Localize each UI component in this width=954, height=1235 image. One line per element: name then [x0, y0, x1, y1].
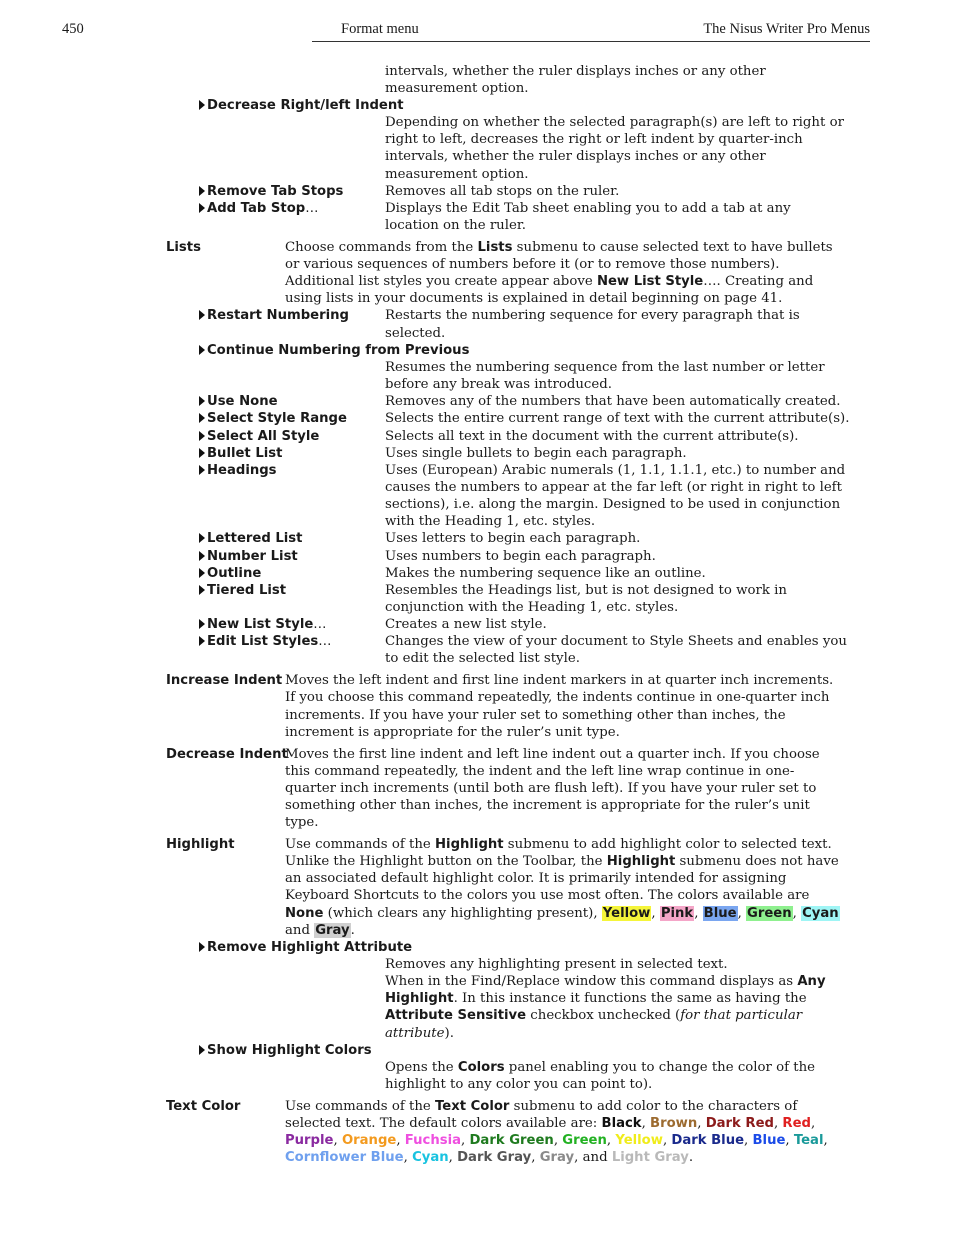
highlight-swatch-green: Green — [747, 906, 792, 921]
right-triangle-icon — [199, 345, 205, 355]
right-triangle-icon — [199, 585, 205, 595]
desc-line: Moves the left indent and first line indent markers in at quarter inch increments. — [285, 673, 834, 688]
book-title: The Nisus Writer Pro Menus — [703, 21, 870, 37]
desc-line: right to left, decreases the right or left indent by quarter-inch — [385, 132, 803, 147]
text-color-cornflower-blue: Cornflower Blue — [285, 1150, 404, 1165]
desc-line: intervals, whether the ruler displays inches or any other — [385, 149, 766, 164]
right-triangle-icon — [199, 942, 205, 952]
desc-line: and Gray. — [285, 923, 355, 938]
right-triangle-icon — [199, 636, 205, 646]
highlight-swatch-cyan: Cyan — [802, 906, 839, 921]
right-triangle-icon — [199, 431, 205, 441]
section-title: Format menu — [341, 21, 419, 37]
desc-line: Creates a new list style. — [385, 617, 547, 632]
desc-line: Depending on whether the selected paragraph(s) are left to right or — [385, 115, 844, 130]
menu-item-text-color: Text Color — [166, 1099, 241, 1114]
text-colors-line: Cornflower Blue, Cyan, Dark Gray, Gray, and Light Gray. — [285, 1150, 694, 1165]
right-triangle-icon — [199, 186, 205, 196]
desc-line: Resembles the Headings list, but is not designed to work in — [385, 583, 787, 598]
submenu-item-edit-list-styles: Edit List Styles… — [199, 633, 331, 650]
submenu-item-headings: Headings — [199, 462, 277, 479]
text-color-fuchsia: Fuchsia — [404, 1133, 462, 1148]
right-triangle-icon — [199, 203, 205, 213]
submenu-item-show-highlight-colors: Show Highlight Colors — [199, 1042, 372, 1059]
desc-line: Uses single bullets to begin each paragraph. — [385, 446, 687, 461]
desc-line: Makes the numbering sequence like an outline. — [385, 566, 706, 581]
desc-line: measurement option. — [385, 81, 529, 96]
text-color-black: Black — [601, 1116, 642, 1131]
submenu-item-remove-tab-stops: Remove Tab Stops — [199, 183, 343, 200]
running-header — [0, 19, 954, 43]
submenu-item-restart-numbering: Restart Numbering — [199, 307, 349, 324]
desc-line: increments. If you have your ruler set to something other than inches, the — [285, 708, 786, 723]
desc-line: Uses letters to begin each paragraph. — [385, 531, 641, 546]
highlight-swatch-pink: Pink — [660, 906, 694, 921]
desc-line: Selects the entire current range of text with the current attribute(s). — [385, 411, 850, 426]
desc-line: before any break was introduced. — [385, 377, 612, 392]
submenu-item-new-list-style: New List Style… — [199, 616, 326, 633]
desc-line: Resumes the numbering sequence from the last number or letter — [385, 360, 825, 375]
desc-line: increment is appropriate for the ruler’s unit type. — [285, 725, 620, 740]
desc-line: Uses numbers to begin each paragraph. — [385, 549, 656, 564]
right-triangle-icon — [199, 551, 205, 561]
text-color-cyan: Cyan — [412, 1150, 449, 1165]
desc-line: attribute). — [385, 1026, 454, 1041]
submenu-item-select-all-style: Select All Style — [199, 428, 319, 445]
desc-line: Unlike the Highlight button on the Toolbar, the Highlight submenu does not have — [285, 854, 839, 869]
menu-item-highlight: Highlight — [166, 837, 235, 852]
menu-item-lists: Lists — [166, 240, 201, 255]
text-colors-line: selected text. The default colors available are: Black, Brown, Dark Red, Red, — [285, 1116, 816, 1131]
submenu-item-remove-highlight-attribute: Remove Highlight Attribute — [199, 939, 412, 956]
right-triangle-icon — [199, 619, 205, 629]
desc-line: Use commands of the Highlight submenu to add highlight color to selected text. — [285, 837, 832, 852]
text-color-dark-blue: Dark Blue — [671, 1133, 745, 1148]
desc-line: location on the ruler. — [385, 218, 526, 233]
menu-item-increase-indent: Increase Indent — [166, 673, 283, 688]
desc-line: intervals, whether the ruler displays inches or any other — [385, 64, 766, 79]
text-color-orange: Orange — [341, 1133, 397, 1148]
text-colors-line: Purple, Orange, Fuchsia, Dark Green, Green, Yellow, Dark Blue, Blue, Teal, — [285, 1133, 828, 1148]
right-triangle-icon — [199, 396, 205, 406]
desc-line: When in the Find/Replace window this command displays as Any — [385, 974, 826, 989]
desc-line: If you choose this command repeatedly, the indents continue in one-quarter inch — [285, 690, 830, 705]
submenu-item-use-none: Use None — [199, 393, 278, 410]
submenu-item-lettered-list: Lettered List — [199, 530, 302, 547]
desc-line: Removes all tab stops on the ruler. — [385, 184, 620, 199]
right-triangle-icon — [199, 533, 205, 543]
desc-line: Selects all text in the document with the current attribute(s). — [385, 429, 799, 444]
desc-line: Opens the Colors panel enabling you to change the color of the — [385, 1060, 816, 1075]
desc-line: Highlight. In this instance it functions the same as having the — [385, 991, 807, 1006]
desc-line: Moves the first line indent and left line indent out a quarter inch. If you choose — [285, 747, 820, 762]
right-triangle-icon — [199, 1045, 205, 1055]
submenu-item-continue-numbering: Continue Numbering from Previous — [199, 342, 469, 359]
text-color-purple: Purple — [285, 1133, 334, 1148]
submenu-item-tiered-list: Tiered List — [199, 582, 286, 599]
desc-line: causes the numbers to appear at the far left (or right in right to left — [385, 480, 842, 495]
submenu-item-decrease-right-left-indent: Decrease Right/left Indent — [199, 97, 404, 114]
desc-line: an associated default highlight color. It is primarily intended for assigning — [285, 871, 787, 886]
desc-line: Keyboard Shortcuts to the colors you use most often. The colors available are — [285, 888, 810, 903]
desc-line: with the Heading 1, etc. styles. — [385, 514, 596, 529]
desc-line: to edit the selected list style. — [385, 651, 580, 666]
desc-line: Uses (European) Arabic numerals (1, 1.1, 1.1.1, etc.) to number and — [385, 463, 846, 478]
text-color-yellow: Yellow — [615, 1133, 663, 1148]
right-triangle-icon — [199, 310, 205, 320]
text-color-red: Red — [782, 1116, 811, 1131]
desc-line: selected. — [385, 326, 446, 341]
desc-line: type. — [285, 815, 319, 830]
submenu-item-bullet-list: Bullet List — [199, 445, 282, 462]
text-color-green: Green — [562, 1133, 607, 1148]
highlight-colors-line: None (which clears any highlighting present), Yellow, Pink, Blue, Green, Cyan — [285, 906, 839, 921]
menu-item-decrease-indent: Decrease Indent — [166, 747, 288, 762]
submenu-item-number-list: Number List — [199, 548, 298, 565]
desc-line: Attribute Sensitive checkbox unchecked (for that particular — [385, 1008, 803, 1023]
desc-line: Removes any of the numbers that have been automatically created. — [385, 394, 841, 409]
desc-line: Displays the Edit Tab sheet enabling you to add a tab at any — [385, 201, 791, 216]
right-triangle-icon — [199, 568, 205, 578]
text-color-teal: Teal — [793, 1133, 824, 1148]
text-color-dark-red: Dark Red — [705, 1116, 774, 1131]
desc-line: or various sequences of numbers before it (or to remove those numbers). — [285, 257, 780, 272]
text-color-brown: Brown — [650, 1116, 698, 1131]
desc-line: Changes the view of your document to Style Sheets and enables you — [385, 634, 847, 649]
desc-line: Removes any highlighting present in selected text. — [385, 957, 728, 972]
right-triangle-icon — [199, 413, 205, 423]
right-triangle-icon — [199, 448, 205, 458]
desc-line: sections), i.e. along the margin. Designed to be used in conjunction — [385, 497, 841, 512]
desc-line: Choose commands from the Lists submenu to cause selected text to have bullets — [285, 240, 833, 255]
text-color-gray: Gray — [539, 1150, 575, 1165]
submenu-item-select-style-range: Select Style Range — [199, 410, 347, 427]
submenu-item-add-tab-stop: Add Tab Stop… — [199, 200, 318, 217]
desc-line: Additional list styles you create appear above New List Style…. Creating and — [285, 274, 814, 289]
highlight-swatch-gray: Gray — [315, 923, 350, 938]
page-number: 450 — [62, 21, 84, 37]
text-color-dark-gray: Dark Gray — [457, 1150, 532, 1165]
desc-line: quarter inch increments (until both are flush left). If you have your ruler set to — [285, 781, 817, 796]
desc-line: measurement option. — [385, 167, 529, 182]
text-color-light-gray: Light Gray — [611, 1150, 689, 1165]
highlight-swatch-blue: Blue — [703, 906, 737, 921]
header-rule — [312, 41, 870, 42]
highlight-swatch-yellow: Yellow — [602, 906, 651, 921]
desc-line: highlight to any color you can point to). — [385, 1077, 653, 1092]
desc-line: Use commands of the Text Color submenu to add color to the characters of — [285, 1099, 798, 1114]
desc-line: something other than inches, the increment is appropriate for the ruler’s unit — [285, 798, 810, 813]
desc-line: using lists in your documents is explained in detail beginning on page 41. — [285, 291, 783, 306]
text-color-blue: Blue — [752, 1133, 786, 1148]
desc-line: Restarts the numbering sequence for every paragraph that is — [385, 308, 800, 323]
text-color-dark-green: Dark Green — [469, 1133, 554, 1148]
desc-line: conjunction with the Heading 1, etc. styles. — [385, 600, 679, 615]
right-triangle-icon — [199, 465, 205, 475]
right-triangle-icon — [199, 100, 205, 110]
submenu-item-outline: Outline — [199, 565, 261, 582]
desc-line: this command repeatedly, the indent and the left line wrap continue in one- — [285, 764, 795, 779]
